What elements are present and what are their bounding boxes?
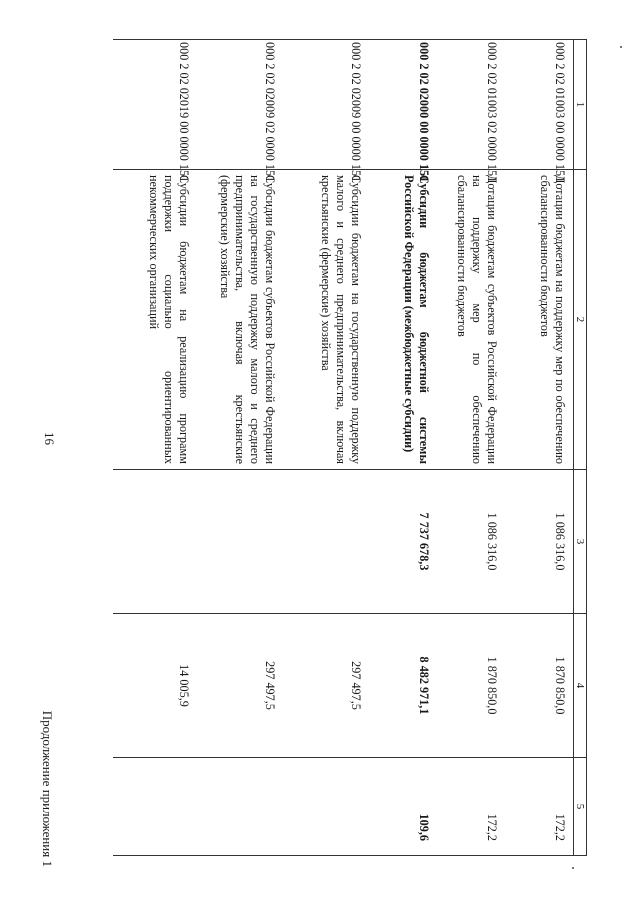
row-value-4: 1 870 850,0: [505, 614, 574, 758]
row-code: 000 2 02 01003 02 0000 151: [437, 40, 505, 170]
row-value-5: [197, 758, 283, 856]
row-value-5: 172,2: [505, 758, 574, 856]
table-row: [369, 40, 437, 856]
header-col-4: 4: [574, 614, 587, 758]
row-description: Субсидии бюджетам субъектов Российской Федерации на государственную поддержку малого и среднего предпринимательства, включая крестьянские (фермерские) хозяйства: [197, 170, 283, 470]
row-code: 000 2 02 02000 00 0000 151: [369, 40, 437, 170]
appendix-table: [113, 39, 587, 856]
table-row: [505, 40, 574, 856]
row-description: Субсидии бюджетам бюджетной системы Российской Федерации (межбюджетные субсидии): [369, 170, 437, 470]
row-value-5: [283, 758, 369, 856]
row-description: Дотации бюджетам субъектов Российской Федерации на поддержку мер по обеспечению сбалансированности бюджетов: [437, 170, 505, 470]
row-value-3: 1 086 316,0: [437, 470, 505, 614]
table-row: [283, 40, 369, 856]
row-value-3: [283, 470, 369, 614]
header-col-2: 2: [574, 170, 587, 470]
row-value-3: 7 737 678,3: [369, 470, 437, 614]
row-value-3: [113, 470, 197, 614]
table-row: [437, 40, 505, 856]
continuation-label: Продолжение приложения 1: [40, 710, 55, 867]
row-code: 000 2 02 01003 00 0000 151: [505, 40, 574, 170]
row-description: Дотации бюджетам на поддержку мер по обеспечению сбалансированности бюджетов: [505, 170, 574, 470]
row-value-4: 8 482 971,1: [369, 614, 437, 758]
row-value-3: [197, 470, 283, 614]
row-code: 000 2 02 02009 00 0000 151: [283, 40, 369, 170]
row-value-4: 14 005,9: [113, 614, 197, 758]
table-header-row: [574, 40, 587, 856]
row-description: Субсидии бюджетам на государственную поддержку малого и среднего предпринимательства, включая крестьянские (фермерские) хозяйства: [283, 170, 369, 470]
scan-speck: [620, 46, 622, 48]
row-value-5: 109,6: [369, 758, 437, 856]
row-value-3: 1 086 316,0: [505, 470, 574, 614]
row-value-4: 297 497,5: [283, 614, 369, 758]
row-code: 000 2 02 02009 02 0000 151: [197, 40, 283, 170]
row-description: Субсидии бюджетам на реализацию программ поддержки социально ориентированных некоммерческих организаций: [113, 170, 197, 470]
page-number: 16: [42, 432, 57, 445]
row-value-4: 297 497,5: [197, 614, 283, 758]
table-row: [113, 40, 197, 856]
table-row: [197, 40, 283, 856]
row-code: 000 2 02 02019 00 0000 151: [113, 40, 197, 170]
row-value-5: 172,2: [437, 758, 505, 856]
header-col-3: 3: [574, 470, 587, 614]
scan-speck: [572, 867, 574, 869]
row-value-5: [113, 758, 197, 856]
row-value-4: 1 870 850,0: [437, 614, 505, 758]
header-col-5: 5: [574, 758, 587, 856]
header-col-1: 1: [574, 40, 587, 170]
